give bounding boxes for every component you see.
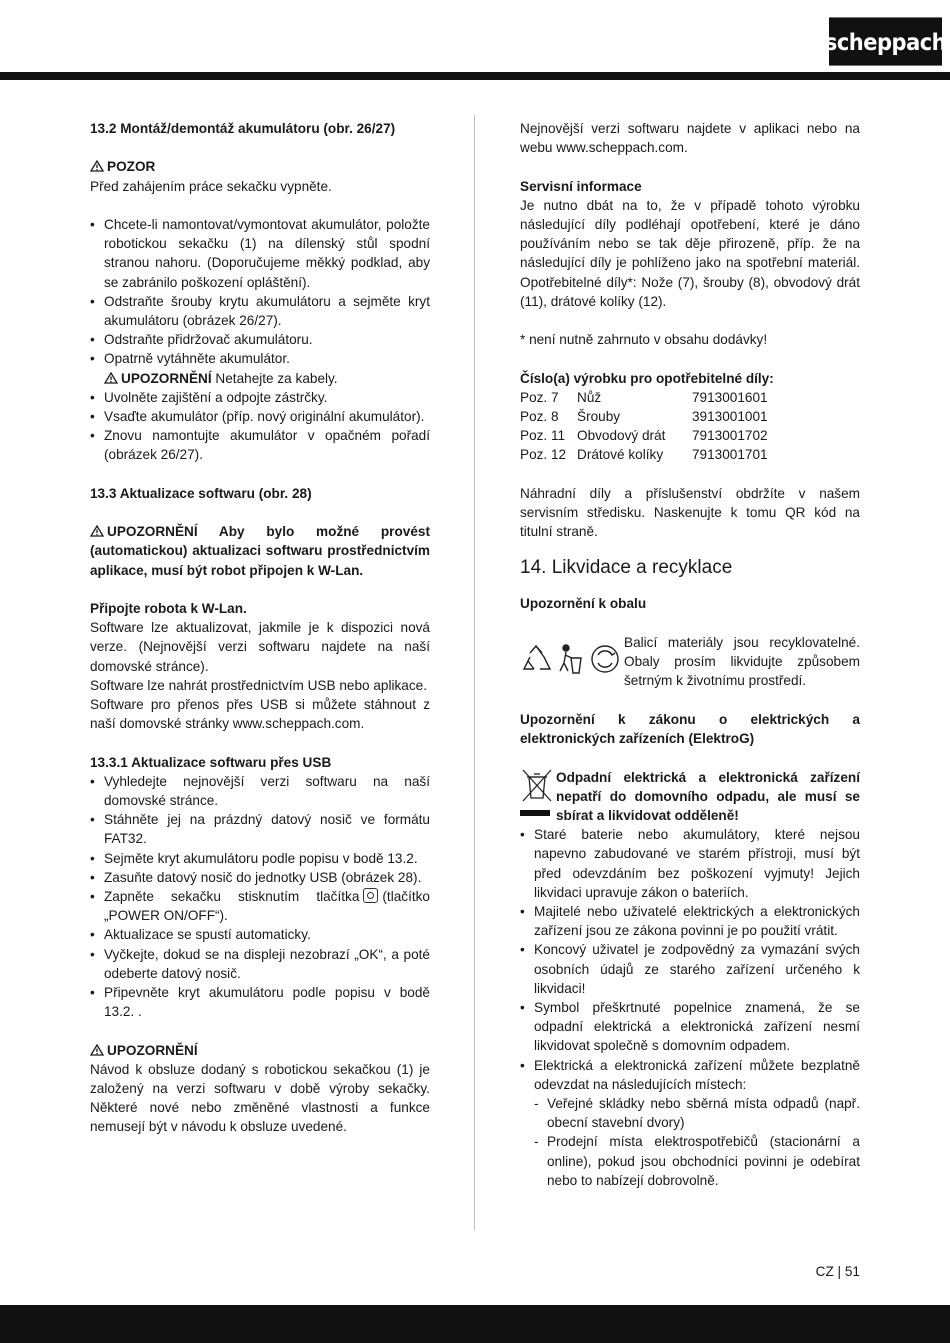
- recycle-loop-icon: [592, 646, 618, 672]
- footnote: * není nutně zahrnuto v obsahu dodávky!: [520, 332, 768, 348]
- list-item: • Zasuňte datový nosič do jednotky USB (obrázek 28).: [90, 868, 430, 887]
- scheppach-logo: scheppach: [829, 17, 942, 65]
- section-14-title: 14. Likvidace a recyklace: [520, 557, 733, 579]
- right-column: [520, 119, 860, 1190]
- collection-points-list: [534, 1094, 860, 1190]
- battery-steps-list: [90, 215, 430, 465]
- list-item: • Odstraňte přidržovač akumulátoru.: [90, 330, 430, 349]
- list-item: • Vyhledejte nejnovější verzi softwaru na naší domovské stránce.: [90, 772, 430, 810]
- section-13-3-title: 13.3 Aktualizace softwaru (obr. 28): [90, 485, 312, 501]
- crossed-bin-icon: [520, 768, 554, 818]
- list-item: • Staré baterie nebo akumulátory, které nejsou napevno zabudované ve starém přístroji, musí být před odevzdáním bez poškození vyjmuty! Jejich likvidaci upravuje zákon o bateriích.: [520, 825, 860, 902]
- packaging-note: [520, 633, 860, 691]
- list-item: • Chcete-li namontovat/vymontovat akumulátor, položte robotickou sekačku (1) na dílenský stůl spodní stranou nahoru. (Doporučujeme měkký podklad, aby se zabránilo poškození opláštění).: [90, 215, 430, 292]
- warning-triangle-icon: [90, 1044, 104, 1056]
- list-item: - Prodejní místa elektrospotřebičů (stacionární a online), pokud jsou obchodníci povinni je odebírat nebo to nabízejí dobrovolně.: [534, 1132, 860, 1190]
- warning-triangle-icon: [90, 160, 104, 172]
- spare-parts-text: Náhradní díly a příslušenství obdržíte v našem servisním středisku. Naskenujte k tomu QR kód na titulní straně.: [520, 485, 860, 540]
- list-item: • Sejměte kryt akumulátoru podle popisu v bodě 13.2.: [90, 849, 430, 868]
- warning-triangle-icon: [90, 525, 104, 537]
- list-item: • Opatrně vytáhněte akumulátor. UPOZORNĚNÍ Netahejte za kabely.: [90, 349, 430, 387]
- note-label: UPOZORNĚNÍ: [121, 370, 212, 386]
- list-item: - Veřejné skládky nebo sběrná místa odpadů (např. obecní stavební dvory): [534, 1094, 860, 1132]
- parts-title: Číslo(a) výrobku pro opotřebitelné díly:: [520, 370, 774, 386]
- usb-steps-list: [90, 772, 430, 1022]
- left-column: [90, 119, 430, 1137]
- parts-table: [520, 388, 768, 465]
- service-text: Je nutno dbát na to, že v případě tohoto výrobku následující díly podléhají opotřebení, které je dáno používáním nebo se tak děje přirozeně, příp. že na následující díly je pohlíženo jako na spotřební materiál. Opotřebitelné díly*: Nože (7), šrouby (8), obvodový drát (11), drátové kolíky (12).: [520, 197, 860, 309]
- table-row: Poz. 7 Nůž 7913001601: [520, 389, 768, 405]
- list-item: • Stáhněte jej na prázdný datový nosič ve formátu FAT32.: [90, 810, 430, 848]
- intro-text: Nejnovější verzi softwaru najdete v aplikaci nebo na webu www.scheppach.com.: [520, 121, 860, 156]
- litter-bin-icon: [560, 645, 581, 673]
- weee-bold-text: Odpadní elektrická a elektronická zařízení nepatří do domovního odpadu, ale musí se sbírat a likvidovat odděleně!: [556, 769, 860, 823]
- table-row: Poz. 12 Drátové kolíky 7913001701: [520, 447, 768, 463]
- packaging-title: Upozornění k obalu: [520, 596, 647, 612]
- wlan-warning: UPOZORNĚNÍ Aby bylo možné provést (automatickou) aktualizaci softwaru prostřednictvím aplikace, musí být robot připojen k W-Lan.: [90, 524, 430, 578]
- table-row: Poz. 8 Šrouby 3913001001: [520, 409, 768, 424]
- list-item: • Majitelé nebo uživatelé elektrických a elektronických zařízení jsou ze zákona povinni je po použití vrátit.: [520, 902, 860, 940]
- power-button-icon: [363, 888, 378, 903]
- weee-list: [520, 825, 860, 1190]
- list-item: • Aktualizace se spustí automaticky.: [90, 925, 430, 944]
- wlan-paragraph: Software pro přenos přes USB si můžete stáhnout z naší domovské stránky www.scheppach.com.: [90, 697, 430, 732]
- note-text: Netahejte za kabely.: [215, 370, 338, 386]
- wlan-paragraph: Software lze nahrát prostřednictvím USB nebo aplikace.: [90, 677, 427, 693]
- section-13-3-1-title: 13.3.1 Aktualizace softwaru přes USB: [90, 754, 332, 770]
- weee-title: Upozornění k zákonu o elektrických a elektronických zařízeních (ElektroG): [520, 711, 860, 747]
- list-item: • Zapněte sekačku stisknutím tlačítka (tlačítko „POWER ON/OFF“).: [90, 887, 430, 925]
- warning-triangle-icon: [104, 372, 118, 384]
- list-item: • Znovu namontujte akumulátor v opačném pořadí (obrázek 26/27).: [90, 426, 430, 464]
- list-item: • Připevněte kryt akumulátoru podle popisu v bodě 13.2. .: [90, 983, 430, 1021]
- table-row: Poz. 11 Obvodový drát 7913001702: [520, 428, 768, 444]
- header-bar: [0, 72, 950, 80]
- column-divider: [474, 115, 475, 1230]
- weee-notice: [520, 768, 860, 826]
- recycle-icon: [524, 646, 550, 669]
- list-item: • Koncový uživatel je zodpovědný za vymazání svých osobních údajů ze starého zařízení určeného k likvidaci!: [520, 940, 860, 998]
- packaging-text: Balicí materiály jsou recyklovatelné. Obaly prosím likvidujte způsobem šetrným k životnímu prostředí.: [624, 634, 860, 689]
- section-13-2-title: 13.2 Montáž/demontáž akumulátoru (obr. 26/27): [90, 121, 396, 136]
- list-item: • Vyčkejte, dokud se na displeji nezobrazí „OK“, a poté odeberte datový nosič.: [90, 945, 430, 983]
- list-item: • Symbol přeškrtnuté popelnice znamená, že se odpadní elektrická a elektronická zařízení nesmí likvidovat společně s domovním odpadem.: [520, 998, 860, 1056]
- wlan-title: Připojte robota k W-Lan.: [90, 601, 247, 616]
- final-warning-text: Návod k obsluze dodaný s robotickou sekačkou (1) je založený na verzi softwaru v době výroby sekačky. Některé nové nebo změněné vlastnosti a funkce nemusejí být v návodu k obsluze uvedené.: [90, 1061, 430, 1135]
- service-title: Servisní informace: [520, 178, 642, 194]
- caution-heading: POZOR: [90, 157, 430, 176]
- list-item: • Elektrická a elektronická zařízení můžete bezplatně odevzdat na následujících místech: - Veřejné skládky nebo sběrná místa odpadů (např. obecní stavební dvory) - Prodejní místa elektrospotřebičů (stacionární a online), pokud jsou obchodníci povinni je odebírat nebo to nabízejí dobrovolně.: [520, 1056, 860, 1190]
- list-item: • Uvolněte zajištění a odpojte zástrčky.: [90, 388, 430, 407]
- wlan-paragraph: Software lze aktualizovat, jakmile je k dispozici nová verze. (Nejnovější verzi softwaru najdete na naší domovské stránce).: [90, 620, 430, 674]
- list-item: • Vsaďte akumulátor (příp. nový originální akumulátor).: [90, 407, 430, 426]
- page-number: CZ | 51: [815, 1264, 860, 1279]
- final-warning-heading: UPOZORNĚNÍ: [90, 1041, 430, 1060]
- caution-text: Před zahájením práce sekačku vypněte.: [90, 178, 332, 194]
- footer-bar: [0, 1305, 950, 1343]
- list-item: • Odstraňte šrouby krytu akumulátoru a sejměte kryt akumulátoru (obrázek 26/27).: [90, 292, 430, 330]
